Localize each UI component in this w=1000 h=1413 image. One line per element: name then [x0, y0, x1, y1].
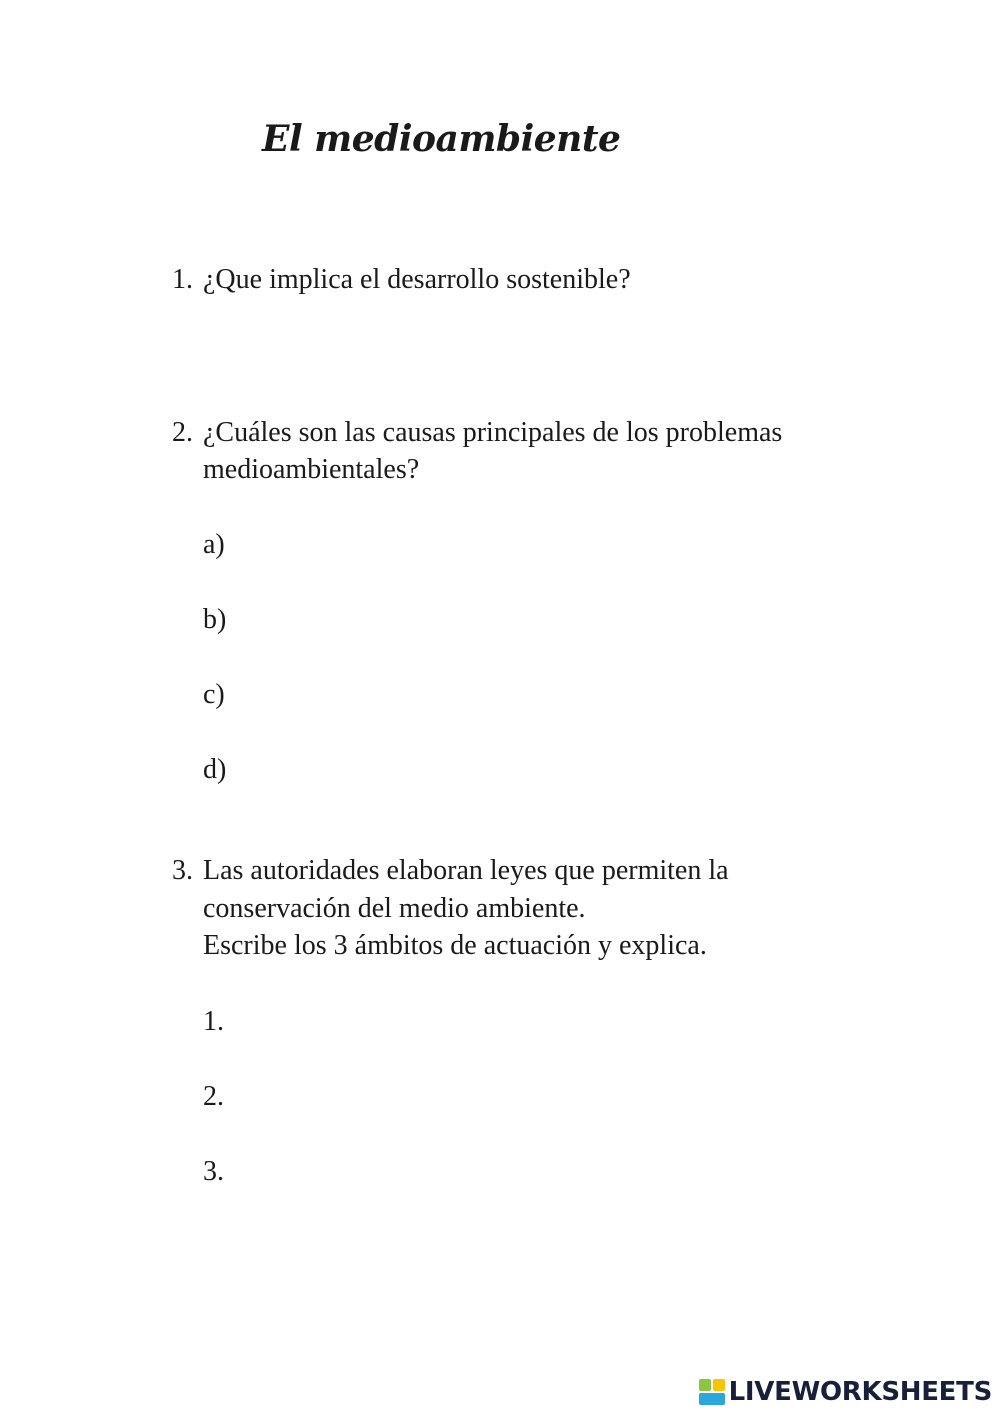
- liveworksheets-brand[interactable]: [699, 1377, 992, 1407]
- answer-label-2: 2.: [203, 1081, 224, 1112]
- liveworksheets-logo-icon: [699, 1379, 725, 1405]
- answer-label-d: d): [203, 754, 227, 785]
- question-1-number: 1.: [172, 264, 193, 295]
- page-title: El medioambiente: [262, 118, 621, 160]
- question-3-number: 3.: [172, 855, 193, 886]
- answer-label-a: a): [203, 529, 225, 560]
- answer-label-c: c): [203, 679, 225, 710]
- answer-label-3: 3.: [203, 1156, 224, 1187]
- question-2-text-line-1: ¿Cuáles son las causas principales de los problemas: [203, 417, 783, 448]
- question-2-number: 2.: [172, 417, 193, 448]
- question-3-text-line-3: Escribe los 3 ámbitos de actuación y explica.: [203, 930, 707, 961]
- question-1-text: ¿Que implica el desarrollo sostenible?: [203, 264, 631, 295]
- question-3-text-line-1: Las autoridades elaboran leyes que permiten la: [203, 855, 729, 886]
- question-3-text-line-2: conservación del medio ambiente.: [203, 893, 586, 924]
- question-2-text-line-2: medioambientales?: [203, 454, 420, 485]
- answer-label-1: 1.: [203, 1006, 224, 1037]
- answer-label-b: b): [203, 604, 227, 635]
- liveworksheets-wordmark: LIVEWORKSHEETS: [728, 1377, 992, 1407]
